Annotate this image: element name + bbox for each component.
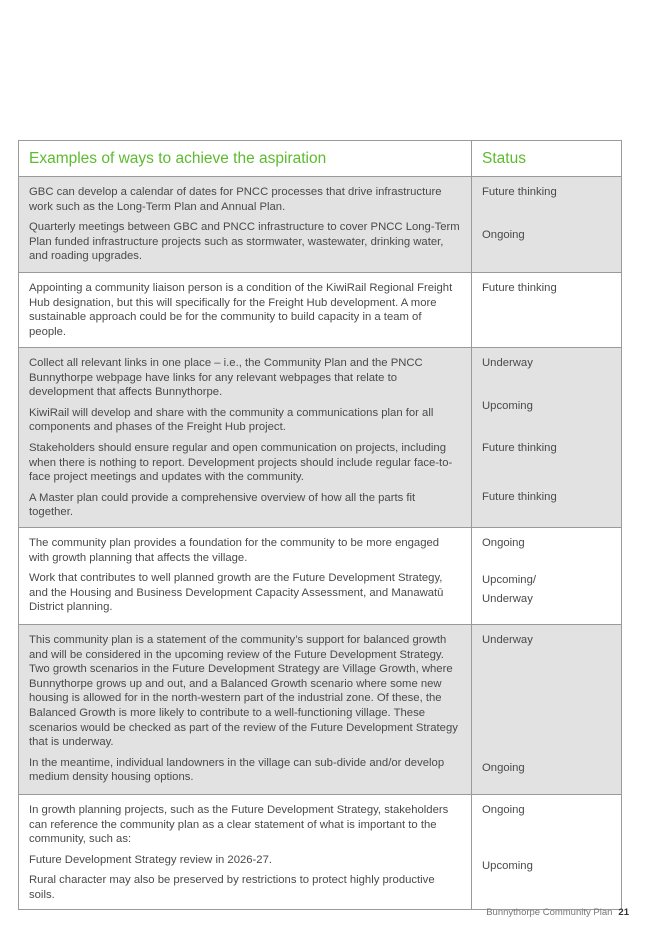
example-text: Quarterly meetings between GBC and PNCC infrastructure to cover PNCC Long-Term Plan funded infrastructure projects such as stormwater, wastewater, drinking water, and roading upgrades. [29,221,460,263]
status-cell [472,177,622,273]
status-text: Upcoming/ [482,573,536,586]
examples-cell [19,348,472,528]
status-text: Future thinking [482,282,557,294]
examples-cell [19,528,472,625]
status-text: Underway [482,357,533,369]
page-number: 21 [618,907,629,918]
status-cell [472,528,622,625]
example-text: Work that contributes to well planned growth are the Future Development Strategy, and the Housing and Business Development Capacity Assessment, and Manawatū District planning. [29,572,444,614]
status-text: Ongoing [482,804,525,816]
example-text: The community plan provides a foundation for the community to be more engaged with growth planning that affects the village. [29,537,440,564]
status-text: Upcoming [482,399,533,412]
status-cell [472,273,622,348]
table-row [19,795,622,910]
status-text: Future thinking [482,442,557,455]
examples-cell [19,177,472,273]
status-cell [472,625,622,795]
status-text: Ongoing [482,228,525,241]
status-text: Ongoing [482,761,525,774]
table-header-row [19,141,622,177]
example-text: A Master plan could provide a comprehensive overview of how all the parts fit together. [29,491,416,519]
header-examples: Examples of ways to achieve the aspiration [19,141,472,177]
example-text: In growth planning projects, such as the Future Development Strategy, stakeholders can reference the community plan as a clear statement of what is important to the community, such as: [29,804,449,846]
example-text: This community plan is a statement of the community’s support for balanced growth and will be considered in the upcoming review of the Future Development Strategy. Two growth scenarios in the Future Development Strategy are Village Growth, where Bunnythorpe grows up and out, and a Balanced Growth scenario where some new housing is allowed for in the north-western part of the industrial zone. Of these, the Balanced Growth is more likely to contribute to a well-functioning village. These scenarios would be checked as part of the review of the Future Development Strategy that is underway. [29,634,458,749]
status-text: Underway [482,593,533,606]
status-text: Ongoing [482,537,525,549]
status-text: Future thinking [482,490,557,503]
page-footer [486,907,629,918]
table-row [19,177,622,273]
example-text: Rural character may also be preserved by restrictions to protect highly productive soils. [29,874,435,901]
example-text: Future Development Strategy review in 2026-27. [29,853,273,866]
example-text: In the meantime, individual landowners in the village can sub-divide and/or develop medium density housing options. [29,756,445,784]
example-text: Collect all relevant links in one place – i.e., the Community Plan and the PNCC Bunnythorpe webpage have links for any relevant webpages that relate to development that affects Bunnythorpe. [29,357,423,399]
status-cell [472,348,622,528]
examples-cell [19,273,472,348]
table-row [19,528,622,625]
table-row [19,273,622,348]
example-text: KiwiRail will develop and share with the community a communications plan for all components and phases of the Freight Hub project. [29,406,434,434]
example-text: GBC can develop a calendar of dates for PNCC processes that drive infrastructure work such as the Long-Term Plan and Annual Plan. [29,186,442,213]
example-text: Stakeholders should ensure regular and open communication on projects, including when there is nothing to report. Development projects should include regular face-to-face project meetings and updates with the community. [29,441,453,484]
status-text: Upcoming [482,859,533,872]
header-status: Status [472,141,622,177]
examples-cell [19,795,472,910]
example-text: Appointing a community liaison person is a condition of the KiwiRail Regional Freight Hub designation, but this will specifically for the Freight Hub development. A more sustainable approach could be for the community to build capacity in a team of people. [29,282,453,338]
status-cell [472,795,622,910]
status-text: Future thinking [482,186,557,198]
aspiration-table [18,140,622,910]
status-text: Underway [482,634,533,646]
footer-title: Bunnythorpe Community Plan [486,907,613,918]
table-row [19,625,622,795]
table-row [19,348,622,528]
examples-cell [19,625,472,795]
